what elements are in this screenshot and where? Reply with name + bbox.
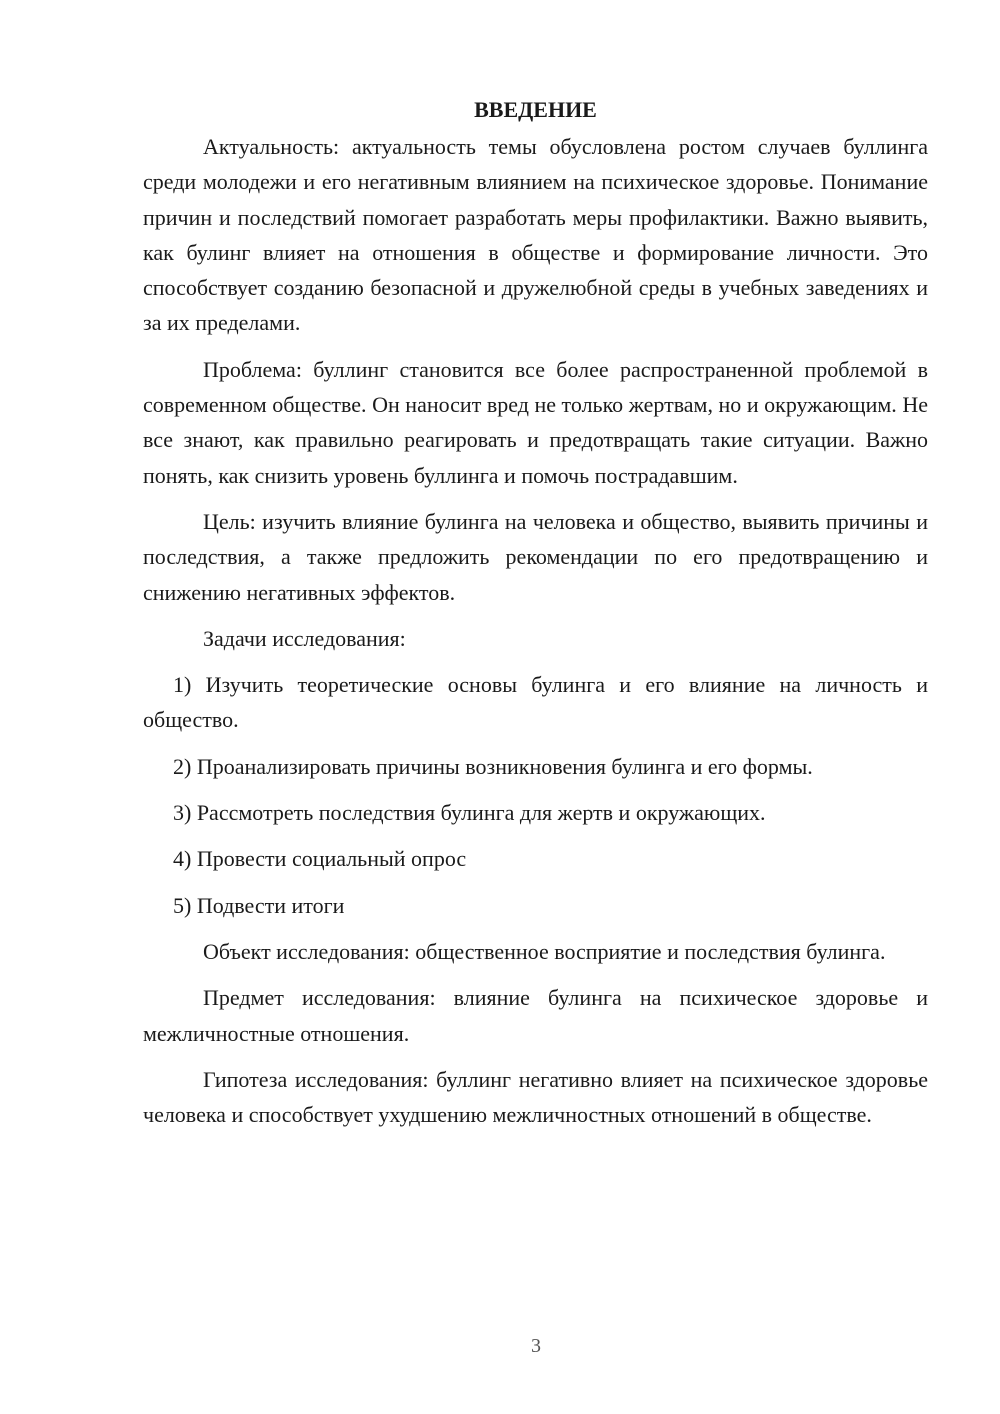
task-item-1: 1) Изучить теоретические основы булинга и его влияние на личность и общество. bbox=[143, 672, 928, 733]
paragraph-object: Объект исследования: общественное восприятие и последствия булинга. bbox=[203, 938, 886, 964]
paragraph-goal: Цель: изучить влияние булинга на человека и общество, выявить причины и последствия, а также предложить рекомендации по его предотвращению и снижению негативных эффектов. bbox=[143, 508, 928, 605]
tasks-heading: Задачи исследования: bbox=[203, 625, 406, 651]
paragraph-subject: Предмет исследования: влияние булинга на психическое здоровье и межличностные отношения. bbox=[143, 985, 928, 1046]
paragraph-problem: Проблема: буллинг становится все более распространенной проблемой в современном обществе. Он наносит вред не только жертвам, но и окружающим. Не все знают, как правильно реагировать и предотвращать такие ситуации. Важно понять, как снизить уровень буллинга и помочь пострадавшим. bbox=[143, 356, 928, 488]
task-item-3: 3) Рассмотреть последствия булинга для жертв и окружающих. bbox=[173, 800, 766, 826]
section-title: ВВЕДЕНИЕ bbox=[474, 97, 597, 122]
paragraph-hypothesis: Гипотеза исследования: буллинг негативно влияет на психическое здоровье человека и способствует ухудшению межличностных отношений в обществе. bbox=[143, 1066, 928, 1128]
paragraph-relevance: Актуальность: актуальность темы обусловлена ростом случаев буллинга среди молодежи и его негативным влиянием на психическое здоровье. Понимание причин и последствий помогает разработать меры профилактики. Важно выявить, как булинг влияет на отношения в обществе и формирование личности. Это способствует созданию безопасной и дружелюбной среды в учебных заведениях и за их пределами. bbox=[143, 134, 928, 336]
page-number: 3 bbox=[531, 1335, 541, 1357]
task-item-2: 2) Проанализировать причины возникновения булинга и его формы. bbox=[173, 753, 813, 779]
document-page bbox=[143, 92, 928, 1143]
task-item-5: 5) Подвести итоги bbox=[173, 892, 345, 918]
task-item-4: 4) Провести социальный опрос bbox=[173, 846, 467, 872]
